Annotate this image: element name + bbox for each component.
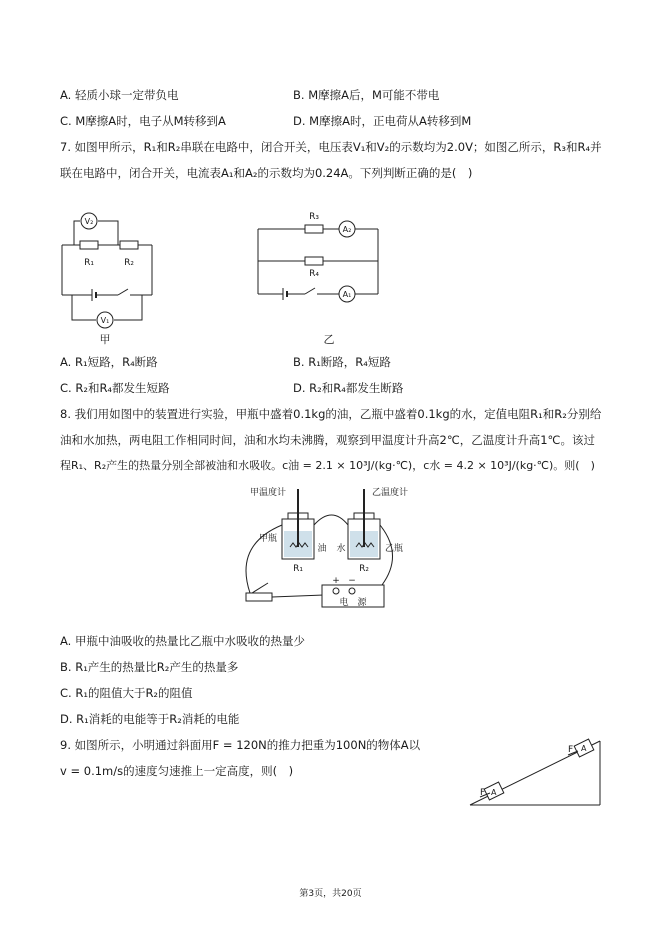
q8-minus-label: − [348,576,356,586]
q6-option-b: B. M摩擦A后，M可能不带电 [293,88,440,102]
q7-option-a: A. R₁短路，R₄断路 [60,355,158,369]
q7-right-a2-label: A₂ [342,225,352,234]
page-footer: 第3页，共20页 [299,889,362,899]
q7-right-r3-label: R₃ [309,212,319,222]
q7-stem-line1: 7. 如图甲所示，R₁和R₂串联在电路中，闭合开关，电压表V₁和V₂的示数均为2.0V；如图乙所示，R₃和R₄并 [60,140,602,154]
q7-left-caption: 甲 [99,333,111,346]
q6-option-a: A. 轻质小球一定带负电 [60,88,179,102]
q9-force-low-label: F [480,788,486,798]
q8-option-c: C. R₁的阻值大于R₂的阻值 [60,686,193,700]
q7-option-d: D. R₂和R₄都发生断路 [293,381,404,395]
q9-block-high-label: A [581,744,587,753]
q8-bottle-left-label: 甲瓶 [258,534,278,544]
q8-thermometer-right-label: 乙温度计 [371,488,409,498]
q9-stem-line1: 9. 如图所示，小明通过斜面用F = 120N的推力把重为100N的物体A以 [60,738,421,752]
q8-power-label: 电 源 [339,598,367,608]
q8-thermometer-left-label: 甲温度计 [249,488,287,498]
q7-stem-line2: 联在电路中，闭合开关，电流表A₁和A₂的示数均为0.24A。下列判断正确的是( ) [60,166,473,180]
q8-option-d: D. R₁消耗的电能等于R₂消耗的电能 [60,712,240,726]
q9-stem-line2: v = 0.1m/s的速度匀速推上一定高度，则( ) [60,764,294,778]
q8-water-label: 水 [336,544,346,554]
q7-left-r1-label: R₁ [84,258,94,268]
q7-circuit-parallel-figure [255,205,395,345]
q8-stem-line3: 程R₁、R₂产生的热量分别全部被油和水吸收。c油 = 2.1 × 10³J/(kg·℃)，c水 = 4.2 × 10³J/(kg·℃)。则( ) [60,459,595,472]
q7-left-r2-label: R₂ [124,258,134,268]
q8-bottle-right-label: 乙瓶 [384,544,404,554]
q7-left-v2-label: V₂ [84,217,94,226]
q8-oil-label: 油 [317,544,327,554]
q9-force-high-label: F [568,745,574,755]
q8-plus-label: + [332,576,340,586]
q9-incline-figure [470,733,610,808]
q7-right-a1-label: A₁ [342,290,352,299]
q8-r2-label: R₂ [359,564,369,574]
q8-stem-line1: 8. 我们用如图中的装置进行实验，甲瓶中盛着0.1kg的油，乙瓶中盛着0.1kg的水，定值电阻R₁和R₂分别给 [60,407,602,421]
q8-stem-line2: 油和水加热，两电阻工作相同时间，油和水均未沸腾，观察到甲温度计升高2℃，乙温度计升高1℃。该过 [60,433,595,447]
q7-option-b: B. R₁断路，R₄短路 [293,355,391,369]
q6-option-d: D. M摩擦A时，正电荷从A转移到M [293,114,472,128]
q7-option-c: C. R₂和R₄都发生短路 [60,381,170,395]
q6-option-c: C. M摩擦A时，电子从M转移到A [60,114,226,128]
q8-heating-apparatus-figure [232,485,422,625]
q7-circuit-series-figure [58,205,168,345]
q7-left-v1-label: V₁ [100,316,110,325]
q7-right-r4-label: R₄ [309,269,319,279]
q9-block-low-label: A [491,788,497,797]
q8-option-a: A. 甲瓶中油吸收的热量比乙瓶中水吸收的热量少 [60,634,305,648]
q8-r1-label: R₁ [293,564,303,574]
q8-option-b: B. R₁产生的热量比R₂产生的热量多 [60,660,239,674]
q7-right-caption: 乙 [323,333,335,346]
